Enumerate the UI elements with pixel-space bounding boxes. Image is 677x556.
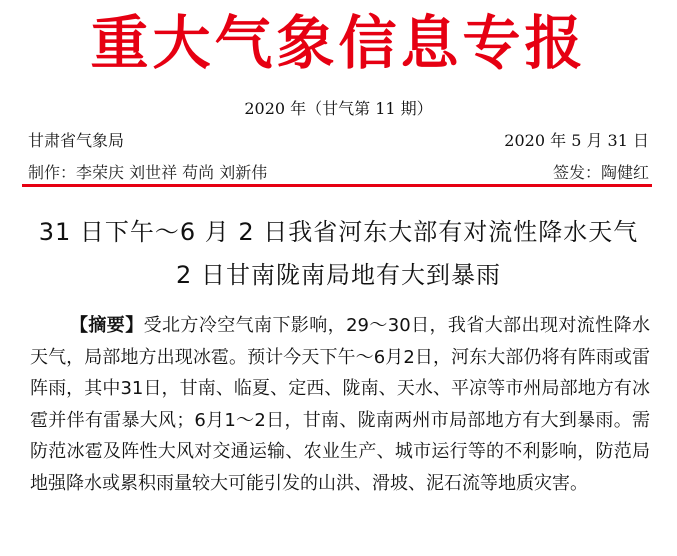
- abstract-text: 受北方冷空气南下影响，29～30日，我省大部出现对流性降水天气，局部地方出现冰雹。预计今天下午～6月2日，河东大部仍将有阵雨或雷阵雨，其中31日，甘南、临夏、定西、陇南、天水、平凉等市州局部地方有冰雹并伴有雷暴大风；6月1～2日，甘南、陇南两州市局部地方有大到暴雨。需防范冰雹及阵性大风对交通运输、农业生产、城市运行等的不利影响，防范局地强降水或累积雨量较大可能引发的山洪、滑坡、泥石流等地质灾害。: [30, 315, 650, 494]
- headline-line-1: 31 日下午～6 月 2 日我省河东大部有对流性降水天气: [38, 218, 639, 246]
- issue-date: 2020 年 5 月 31 日: [504, 131, 649, 150]
- masthead-title: 重大气象信息专报: [90, 9, 587, 77]
- abstract-tag: 【摘要】: [70, 315, 144, 336]
- issue-number: 2020 年（甘气第 11 期）: [244, 99, 433, 118]
- abstract-paragraph: [30, 310, 650, 499]
- red-divider: [22, 184, 652, 187]
- issuer-bureau: 甘肃省气象局: [28, 131, 125, 150]
- issuer-row: [28, 128, 649, 151]
- credits-row: [28, 160, 649, 183]
- headline-line-2: 2 日甘南陇南局地有大到暴雨: [176, 261, 501, 289]
- producers: 制作：李荣庆 刘世祥 苟尚 刘新伟: [28, 163, 268, 182]
- signer: 签发：陶健红: [552, 163, 649, 182]
